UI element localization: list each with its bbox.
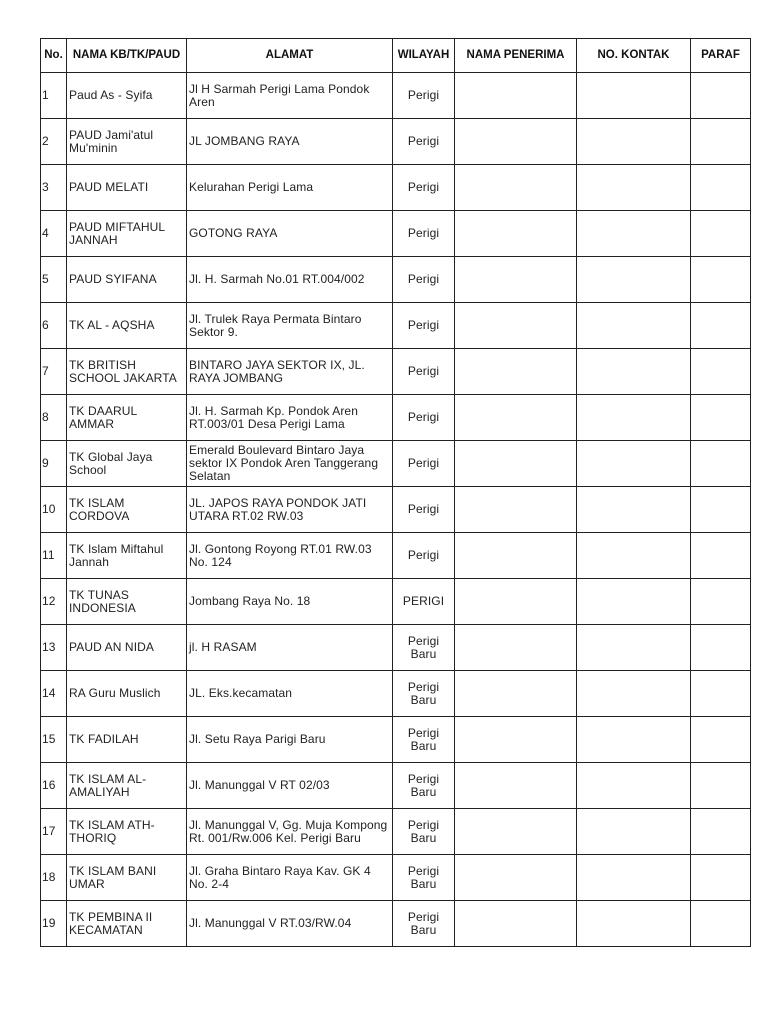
table-row [41,487,751,533]
address: Jombang Raya No. 18 [187,579,393,625]
table-row [41,165,751,211]
header-alamat: ALAMAT [187,39,393,73]
recipient-name-cell [455,119,577,165]
row-number: 6 [41,303,67,349]
row-number: 14 [41,671,67,717]
contact-number-cell [577,257,691,303]
table-row [41,855,751,901]
region: Perigi Baru [393,855,455,901]
contact-number-cell [577,119,691,165]
region: Perigi [393,395,455,441]
row-number: 5 [41,257,67,303]
address: Jl. Setu Raya Parigi Baru [187,717,393,763]
contact-number-cell [577,717,691,763]
contact-number-cell [577,625,691,671]
school-name: TK ISLAM CORDOVA [67,487,187,533]
school-name: TK TUNAS INDONESIA [67,579,187,625]
header-no: No. [41,39,67,73]
contact-number-cell [577,763,691,809]
table-row [41,901,751,947]
recipient-table [40,38,751,947]
address: Jl. H. Sarmah No.01 RT.004/002 [187,257,393,303]
address: Jl. Manunggal V RT 02/03 [187,763,393,809]
recipient-name-cell [455,809,577,855]
table-row [41,303,751,349]
school-name: TK ISLAM BANI UMAR [67,855,187,901]
signature-cell [691,211,751,257]
address: Jl. Gontong Royong RT.01 RW.03 No. 124 [187,533,393,579]
school-name: PAUD MIFTAHUL JANNAH [67,211,187,257]
table-row [41,441,751,487]
recipient-name-cell [455,257,577,303]
row-number: 16 [41,763,67,809]
row-number: 18 [41,855,67,901]
school-name: TK BRITISH SCHOOL JAKARTA [67,349,187,395]
table-body [41,73,751,947]
school-name: TK Global Jaya School [67,441,187,487]
region: Perigi [393,211,455,257]
address: Jl. Manunggal V, Gg. Muja Kompong Rt. 001/Rw.006 Kel. Perigi Baru [187,809,393,855]
row-number: 13 [41,625,67,671]
row-number: 2 [41,119,67,165]
signature-cell [691,809,751,855]
signature-cell [691,165,751,211]
contact-number-cell [577,533,691,579]
school-name: TK ISLAM ATH-THORIQ [67,809,187,855]
region: PERIGI [393,579,455,625]
header-nama-penerima: NAMA PENERIMA [455,39,577,73]
contact-number-cell [577,487,691,533]
signature-cell [691,901,751,947]
header-nama: NAMA KB/TK/PAUD [67,39,187,73]
signature-cell [691,763,751,809]
school-name: TK AL - AQSHA [67,303,187,349]
recipient-name-cell [455,211,577,257]
signature-cell [691,855,751,901]
header-paraf: PARAF [691,39,751,73]
table-row [41,533,751,579]
address: JL. Eks.kecamatan [187,671,393,717]
row-number: 19 [41,901,67,947]
recipient-name-cell [455,855,577,901]
recipient-name-cell [455,717,577,763]
table-row [41,257,751,303]
contact-number-cell [577,579,691,625]
row-number: 3 [41,165,67,211]
region: Perigi [393,487,455,533]
contact-number-cell [577,349,691,395]
table-row [41,809,751,855]
school-name: PAUD MELATI [67,165,187,211]
recipient-name-cell [455,303,577,349]
school-name: PAUD AN NIDA [67,625,187,671]
region: Perigi [393,73,455,119]
table-row [41,625,751,671]
school-name: TK DAARUL AMMAR [67,395,187,441]
signature-cell [691,395,751,441]
region: Perigi [393,165,455,211]
region: Perigi [393,533,455,579]
region: Perigi Baru [393,809,455,855]
address: Jl. Trulek Raya Permata Bintaro Sektor 9. [187,303,393,349]
signature-cell [691,717,751,763]
row-number: 8 [41,395,67,441]
signature-cell [691,487,751,533]
school-name: RA Guru Muslich [67,671,187,717]
table-row [41,119,751,165]
signature-cell [691,441,751,487]
address: Jl. Manunggal V RT.03/RW.04 [187,901,393,947]
recipient-name-cell [455,349,577,395]
address: BINTARO JAYA SEKTOR IX, JL. RAYA JOMBANG [187,349,393,395]
school-name: TK ISLAM AL-AMALIYAH [67,763,187,809]
region: Perigi [393,303,455,349]
row-number: 4 [41,211,67,257]
contact-number-cell [577,211,691,257]
recipient-name-cell [455,73,577,119]
recipient-name-cell [455,671,577,717]
region: Perigi Baru [393,901,455,947]
region: Perigi Baru [393,671,455,717]
region: Perigi Baru [393,763,455,809]
address: Kelurahan Perigi Lama [187,165,393,211]
contact-number-cell [577,855,691,901]
header-wilayah: WILAYAH [393,39,455,73]
header-no-kontak: NO. KONTAK [577,39,691,73]
recipient-name-cell [455,487,577,533]
address: jl. H RASAM [187,625,393,671]
contact-number-cell [577,441,691,487]
signature-cell [691,533,751,579]
address: JL. JAPOS RAYA PONDOK JATI UTARA RT.02 RW.03 [187,487,393,533]
table-header-row [41,39,751,73]
recipient-name-cell [455,441,577,487]
address: JL JOMBANG RAYA [187,119,393,165]
recipient-name-cell [455,763,577,809]
recipient-name-cell [455,165,577,211]
address: Jl H Sarmah Perigi Lama Pondok Aren [187,73,393,119]
signature-cell [691,671,751,717]
school-name: TK FADILAH [67,717,187,763]
address: Emerald Boulevard Bintaro Jaya sektor IX Pondok Aren Tanggerang Selatan [187,441,393,487]
signature-cell [691,257,751,303]
table-row [41,763,751,809]
recipient-name-cell [455,625,577,671]
school-name: PAUD Jami'atul Mu'minin [67,119,187,165]
region: Perigi [393,257,455,303]
row-number: 11 [41,533,67,579]
row-number: 15 [41,717,67,763]
table-row [41,349,751,395]
signature-cell [691,303,751,349]
signature-cell [691,625,751,671]
table-row [41,717,751,763]
row-number: 9 [41,441,67,487]
contact-number-cell [577,395,691,441]
recipient-name-cell [455,901,577,947]
recipient-name-cell [455,395,577,441]
region: Perigi Baru [393,625,455,671]
contact-number-cell [577,303,691,349]
address: Jl. H. Sarmah Kp. Pondok Aren RT.003/01 Desa Perigi Lama [187,395,393,441]
row-number: 10 [41,487,67,533]
school-name: Paud As - Syifa [67,73,187,119]
row-number: 1 [41,73,67,119]
row-number: 12 [41,579,67,625]
region: Perigi [393,349,455,395]
table-row [41,211,751,257]
signature-cell [691,349,751,395]
table-row [41,73,751,119]
row-number: 7 [41,349,67,395]
signature-cell [691,119,751,165]
region: Perigi [393,441,455,487]
contact-number-cell [577,901,691,947]
school-name: TK Islam Miftahul Jannah [67,533,187,579]
address: GOTONG RAYA [187,211,393,257]
table-row [41,579,751,625]
table-row [41,671,751,717]
contact-number-cell [577,809,691,855]
recipient-name-cell [455,533,577,579]
signature-cell [691,73,751,119]
signature-cell [691,579,751,625]
school-name: PAUD SYIFANA [67,257,187,303]
address: Jl. Graha Bintaro Raya Kav. GK 4 No. 2-4 [187,855,393,901]
recipient-name-cell [455,579,577,625]
region: Perigi [393,119,455,165]
contact-number-cell [577,165,691,211]
table-row [41,395,751,441]
contact-number-cell [577,73,691,119]
contact-number-cell [577,671,691,717]
row-number: 17 [41,809,67,855]
region: Perigi Baru [393,717,455,763]
school-name: TK PEMBINA II KECAMATAN [67,901,187,947]
